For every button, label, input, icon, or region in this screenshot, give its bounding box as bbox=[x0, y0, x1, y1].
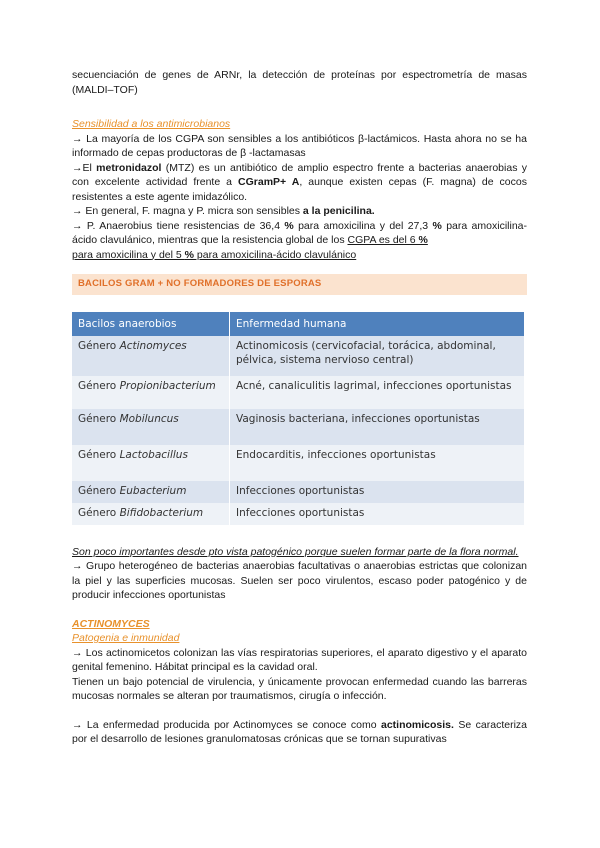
table-cell-disease: Actinomicosis (cervicofacial, torácica, abdominal, pélvica, sistema nervioso central) bbox=[230, 336, 525, 376]
table-cell-genus: Género Eubacterium bbox=[72, 481, 230, 503]
sensibilidad-section bbox=[72, 117, 527, 262]
amox-underlined: para amoxicilina y del 5 % para amoxicilina-ácido clavulánico bbox=[72, 248, 357, 261]
table-cell-genus: Género Lactobacillus bbox=[72, 445, 230, 481]
nota-section bbox=[72, 545, 527, 603]
document-page bbox=[72, 68, 527, 747]
table-row bbox=[72, 503, 524, 525]
table-row bbox=[72, 445, 524, 481]
table-cell-genus: Género Propionibacterium bbox=[72, 376, 230, 409]
bacilos-table bbox=[72, 312, 524, 525]
cgpa-underlined: CGPA es del 6 % bbox=[347, 234, 428, 246]
actinomyces-p2: Tienen un bajo potencial de virulencia, y únicamente provocan enfermedad cuando las barreras mucosas normales se alteran por traumatismos, cirugía o infección. bbox=[72, 675, 527, 702]
table-cell-disease: Infecciones oportunistas bbox=[230, 503, 525, 525]
table-row bbox=[72, 376, 524, 409]
nota-paragraph: → Grupo heterogéneo de bacterias anaerobias facultativas o anaerobias estrictas que colonizan la piel y las superficies mucosas. Suelen ser poco virulentos, escaso poder patogénico y de producir infecciones oportunistas bbox=[72, 560, 527, 601]
sensibilidad-p3: → En general, F. magna y P. micra son sensibles a la penicilina. bbox=[72, 205, 375, 217]
actinomicosis-term: actinomicosis. bbox=[380, 718, 454, 731]
sensibilidad-heading: Sensibilidad a los antimicrobianos bbox=[72, 118, 231, 130]
section-banner: BACILOS GRAM + NO FORMADORES DE ESPORAS bbox=[72, 274, 527, 295]
penicilina-term: a la penicilina. bbox=[302, 205, 375, 217]
sensibilidad-p2: →El metronidazol (MTZ) es un antibiótico de amplio espectro frente a bacterias anaerobias y con excelente actividad frente a CGramP+ A, aunque existen cepas (F. magna) de cocos resistentes a este agente imidazólico. bbox=[72, 161, 527, 203]
actinomyces-section bbox=[72, 617, 527, 747]
table-row bbox=[72, 481, 524, 503]
actinomyces-p3: → La enfermedad producida por Actinomyces se conoce como actinomicosis. Se caracteriza por el desarrollo de lesiones granulomatosas crónicas que se tornan supurativas bbox=[72, 718, 528, 745]
actinomyces-p1: → Los actinomicetos colonizan las vías respiratorias superiores, el aparato digestivo y el aparato genital femenino. Hábitat principal es la cavidad oral. bbox=[72, 646, 527, 673]
table-cell-disease: Infecciones oportunistas bbox=[230, 481, 525, 503]
cgramp-term: CGramP+ A bbox=[238, 176, 300, 188]
table-cell-genus: Género Actinomyces bbox=[72, 336, 230, 376]
nota-emphasis: Son poco importantes desde pto vista patogénico porque suelen formar parte de la flora normal. bbox=[72, 545, 519, 558]
patogenia-subheading: Patogenia e inmunidad bbox=[72, 632, 180, 644]
col-header-enfermedad: Enfermedad humana bbox=[230, 312, 525, 336]
table-cell-disease: Vaginosis bacteriana, infecciones oportunistas bbox=[230, 409, 525, 445]
table-row bbox=[72, 409, 524, 445]
sensibilidad-p1: → La mayoría de los CGPA son sensibles a los antibióticos β-lactámicos. Hasta ahora no se ha informado de cepas productoras de β -lactamasas bbox=[72, 132, 527, 159]
intro-text: secuenciación de genes de ARNr, la detección de proteínas por espectrometría de masas (MALDI–TOF) bbox=[72, 69, 527, 96]
table-header-row bbox=[72, 312, 524, 336]
col-header-bacilos: Bacilos anaerobios bbox=[72, 312, 230, 336]
table-cell-genus: Género Mobiluncus bbox=[72, 409, 230, 445]
metronidazol-term: metronidazol bbox=[96, 161, 162, 174]
table-cell-disease: Acné, canaliculitis lagrimal, infecciones oportunistas bbox=[230, 376, 525, 409]
table-cell-genus: Género Bifidobacterium bbox=[72, 503, 230, 525]
sensibilidad-p4: → P. Anaerobius tiene resistencias de 36,4 % para amoxicilina y del 27,3 % para amoxicilina-ácido clavulánico, mientras que la resistencia global de los CGPA es del 6 % para amoxicilina y del 5 % para amoxicilina-ácido clavulánico bbox=[72, 219, 527, 261]
table-row bbox=[72, 336, 524, 376]
actinomyces-heading: ACTINOMYCES bbox=[72, 617, 150, 630]
table-cell-disease: Endocarditis, infecciones oportunistas bbox=[230, 445, 525, 481]
